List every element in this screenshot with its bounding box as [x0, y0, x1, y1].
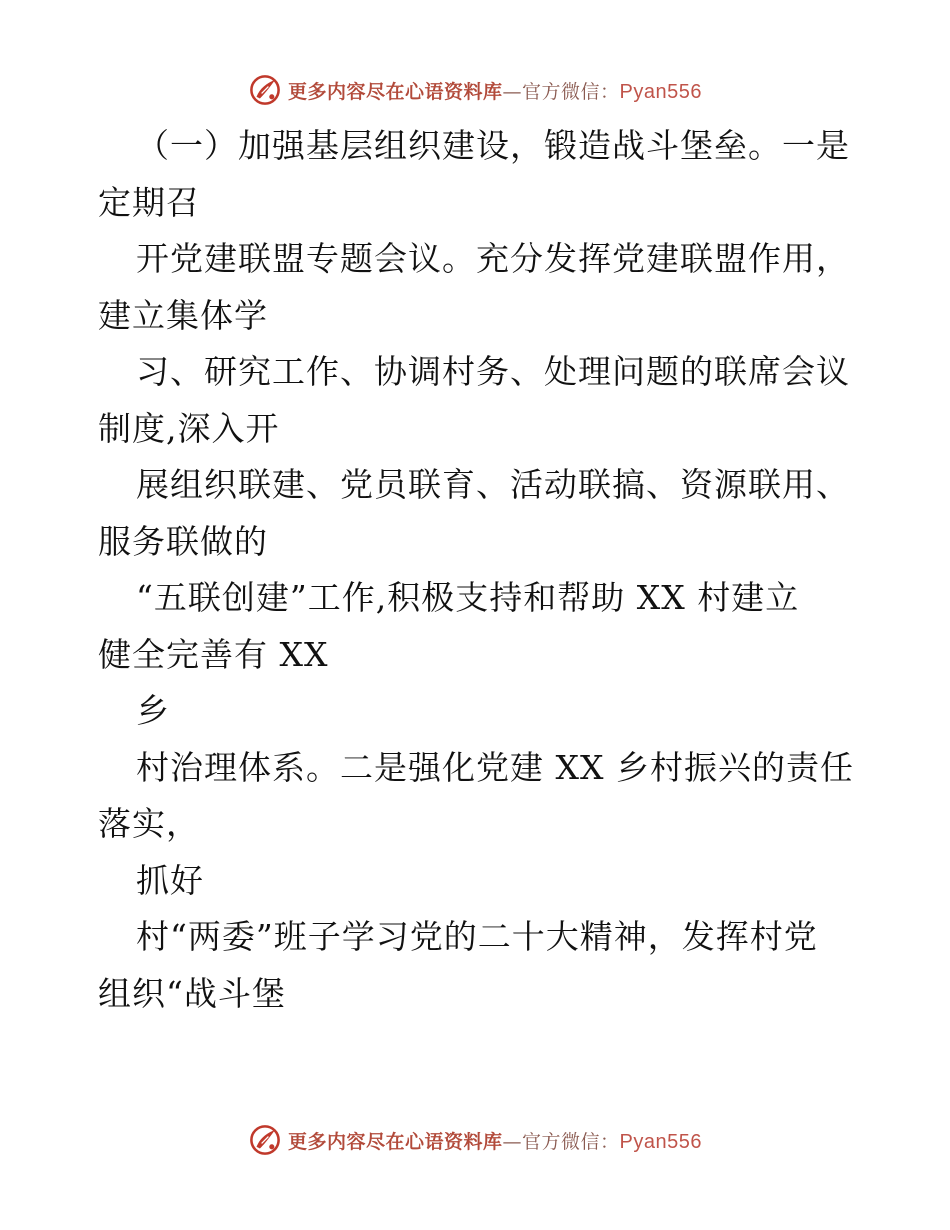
text-line: 习、研究工作、协调村务、处理问题的联席会议 [136, 352, 850, 391]
footer-watermark [0, 1120, 950, 1160]
text-line: 服务联做的 [98, 521, 268, 561]
seal-logo-icon [248, 73, 282, 107]
text-line: 开党建联盟专题会议。充分发挥党建联盟作用， [136, 239, 850, 278]
text-line: 定期召 [98, 182, 200, 222]
text-line: 乡 [136, 691, 170, 730]
text-line: 制度,深入开 [98, 408, 280, 448]
document-body [98, 118, 858, 1022]
text-line: 组织“战斗堡 [98, 973, 286, 1013]
text-line: 村治理体系。二是强化党建 XX 乡村振兴的责任 [136, 747, 854, 787]
watermark-wechat-id: Pyan556 [619, 1130, 702, 1153]
text-line: “五联创建”工作,积极支持和帮助 XX 村建立 [136, 578, 800, 617]
watermark-official: —官方微信： [502, 80, 620, 103]
text-line: 抓好 [136, 860, 204, 900]
text-line: 健全完善有 XX [98, 634, 329, 674]
text-line: 落实， [98, 804, 200, 843]
watermark-main: 更多内容尽在心语资料库 [288, 1130, 503, 1153]
text-line: 建立集体学 [98, 295, 268, 335]
text-line: （一）加强基层组织建设，锻造战斗堡垒。一是 [136, 126, 850, 165]
watermark-text [288, 1127, 702, 1154]
header-watermark [0, 70, 950, 110]
watermark-official: —官方微信： [502, 1130, 620, 1153]
watermark-text [288, 77, 702, 104]
watermark-wechat-id: Pyan556 [619, 80, 702, 103]
watermark-main: 更多内容尽在心语资料库 [288, 80, 503, 103]
text-line: 村“两委”班子学习党的二十大精神，发挥村党 [136, 917, 818, 956]
text-line: 展组织联建、党员联育、活动联搞、资源联用、 [136, 465, 850, 504]
seal-logo-icon [248, 1123, 282, 1157]
